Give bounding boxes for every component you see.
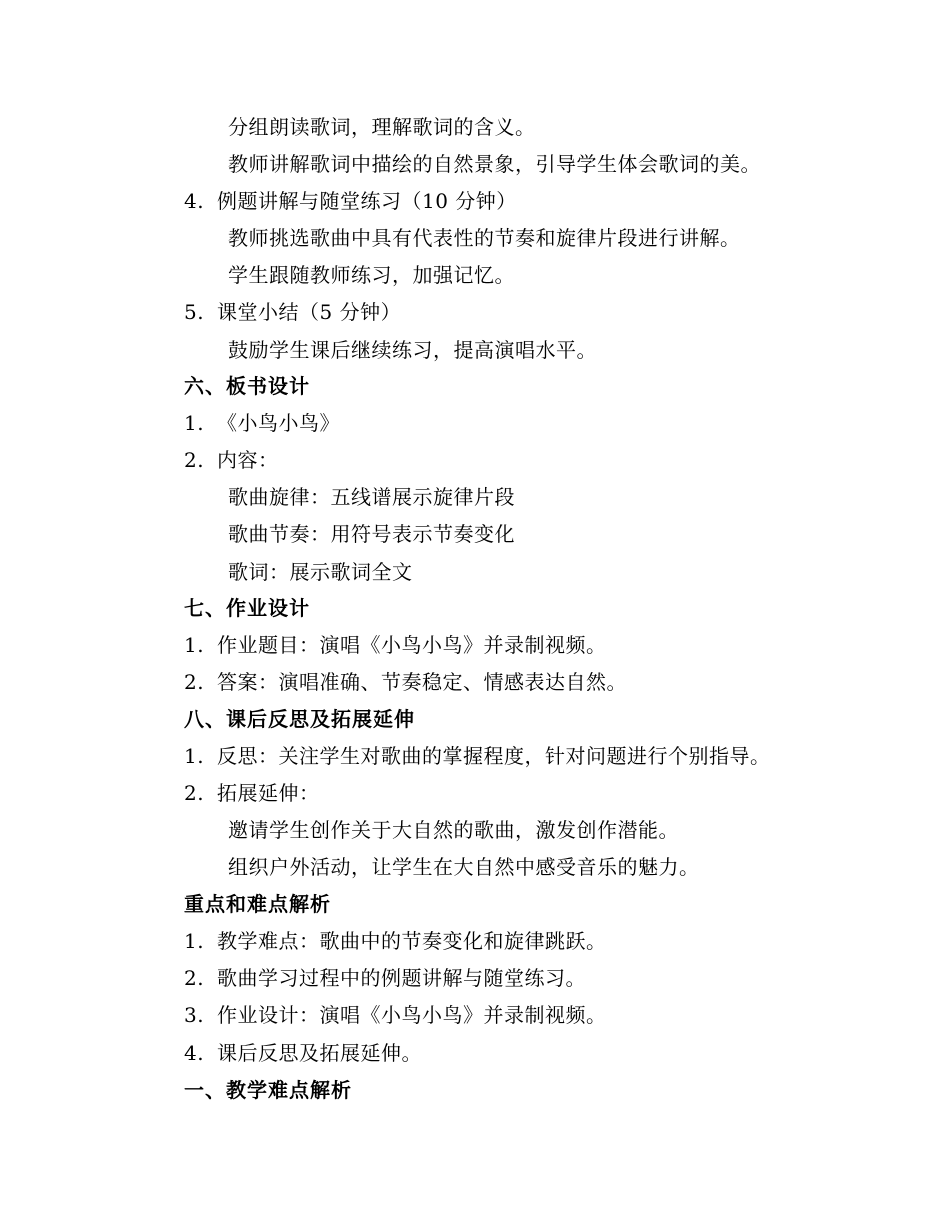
item-number: 1. — [184, 744, 205, 768]
item-number: 5. — [184, 300, 205, 324]
paragraph-line: 分组朗读歌词，理解歌词的含义。 — [228, 115, 536, 139]
item-text: 内容： — [217, 448, 279, 472]
item-text: 拓展延伸： — [217, 781, 320, 805]
paragraph-line: 教师挑选歌曲中具有代表性的节奏和旋律片段进行讲解。 — [228, 226, 741, 250]
numbered-item — [184, 1002, 607, 1028]
item-number: 3. — [184, 1003, 205, 1027]
item-number: 1. — [184, 411, 205, 435]
numbered-item — [184, 669, 627, 695]
numbered-item — [184, 780, 320, 806]
paragraph-line: 教师讲解歌词中描绘的自然景象，引导学生体会歌词的美。 — [228, 152, 761, 176]
item-number: 2. — [184, 781, 205, 805]
section-heading: 一、教学难点解析 — [184, 1078, 352, 1102]
item-text: 作业设计：演唱《小鸟小鸟》并录制视频。 — [217, 1003, 607, 1027]
item-number: 2. — [184, 966, 205, 990]
item-text: 教学难点：歌曲中的节奏变化和旋律跳跃。 — [217, 929, 607, 953]
item-number: 2. — [184, 448, 205, 472]
item-text: 反思：关注学生对歌曲的掌握程度，针对问题进行个别指导。 — [217, 744, 771, 768]
numbered-item — [184, 965, 586, 991]
paragraph-line: 组织户外活动，让学生在大自然中感受音乐的魅力。 — [228, 855, 700, 879]
section-heading: 六、板书设计 — [184, 374, 310, 398]
item-text: 答案：演唱准确、节奏稳定、情感表达自然。 — [217, 670, 627, 694]
paragraph-line: 歌词：展示歌词全文 — [228, 560, 413, 584]
paragraph-line: 歌曲节奏：用符号表示节奏变化 — [228, 522, 515, 546]
item-text: 课堂小结（5 分钟） — [217, 300, 402, 324]
item-number: 1. — [184, 929, 205, 953]
item-text: 课后反思及拓展延伸。 — [217, 1041, 422, 1065]
item-text: 歌曲学习过程中的例题讲解与随堂练习。 — [217, 966, 586, 990]
item-text: 作业题目：演唱《小鸟小鸟》并录制视频。 — [217, 633, 607, 657]
numbered-item — [184, 447, 279, 473]
section-heading: 七、作业设计 — [184, 596, 310, 620]
section-heading: 八、课后反思及拓展延伸 — [184, 707, 415, 731]
paragraph-line: 鼓励学生课后继续练习，提高演唱水平。 — [228, 338, 597, 362]
item-number: 4. — [184, 1041, 205, 1065]
numbered-item — [184, 410, 340, 436]
item-number: 4. — [184, 189, 205, 213]
numbered-item — [184, 632, 607, 658]
numbered-item — [184, 299, 401, 325]
numbered-item — [184, 928, 607, 954]
paragraph-line: 歌曲旋律：五线谱展示旋律片段 — [228, 485, 515, 509]
item-number: 2. — [184, 670, 205, 694]
item-text: 例题讲解与随堂练习（10 分钟） — [217, 189, 517, 213]
item-text: 《小鸟小鸟》 — [217, 411, 340, 435]
section-heading: 重点和难点解析 — [184, 892, 331, 916]
numbered-item — [184, 743, 771, 769]
paragraph-line: 邀请学生创作关于大自然的歌曲，激发创作潜能。 — [228, 818, 679, 842]
paragraph-line: 学生跟随教师练习，加强记忆。 — [228, 263, 515, 287]
item-number: 1. — [184, 633, 205, 657]
numbered-item — [184, 1040, 422, 1066]
numbered-item — [184, 188, 517, 214]
